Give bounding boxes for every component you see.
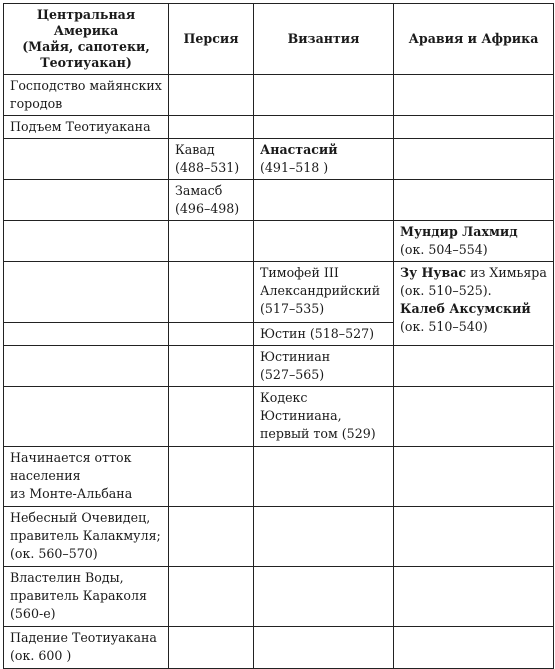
cell-central-america (4, 627, 169, 669)
cell-text: правитель Калакмуля; (10, 528, 161, 543)
header-row (4, 4, 554, 75)
cell-central-america (4, 507, 169, 567)
cell-persia (169, 139, 254, 180)
header-byzantium (254, 4, 394, 75)
header-text: Персия (183, 31, 239, 46)
cell-byzantium (254, 627, 394, 669)
cell-text: Александрийский (260, 283, 381, 298)
cell-persia (169, 447, 254, 507)
cell-byzantium (254, 323, 394, 346)
table-row (4, 139, 554, 180)
cell-central-america (4, 180, 169, 221)
cell-text: (ок. 560–570) (10, 546, 98, 561)
cell-text: населения (10, 468, 81, 483)
chronology-table (3, 3, 554, 669)
cell-byzantium (254, 346, 394, 387)
cell-text: Юстиниана, (260, 408, 342, 423)
cell-text (400, 264, 548, 282)
cell-arabia-africa (394, 262, 554, 346)
header-central-america (4, 4, 169, 75)
cell-text: (527–565) (260, 367, 325, 382)
cell-text: (491–518 ) (260, 160, 329, 175)
cell-persia (169, 323, 254, 346)
cell-arabia-africa (394, 75, 554, 116)
cell-arabia-africa (394, 387, 554, 447)
cell-text: (ок. 600 ) (10, 648, 72, 663)
cell-persia (169, 221, 254, 262)
cell-persia (169, 262, 254, 323)
cell-central-america (4, 75, 169, 116)
cell-text: (ок. 510–540) (400, 319, 488, 334)
header-text: Центральная Америка (36, 7, 136, 38)
table-row (4, 180, 554, 221)
cell-text: городов (10, 96, 63, 111)
cell-central-america (4, 262, 169, 323)
cell-byzantium (254, 221, 394, 262)
cell-text: Кавад (175, 142, 215, 157)
ruler-name: Мундир Лахмид (400, 224, 518, 239)
cell-persia (169, 346, 254, 387)
cell-persia (169, 627, 254, 669)
cell-persia (169, 387, 254, 447)
cell-text: Подъем Теотиуакана (10, 119, 151, 134)
cell-persia (169, 180, 254, 221)
cell-arabia-africa (394, 221, 554, 262)
cell-byzantium (254, 139, 394, 180)
cell-byzantium (254, 567, 394, 627)
cell-text: (488–531) (175, 160, 240, 175)
cell-persia (169, 507, 254, 567)
cell-text: Кодекс (260, 390, 308, 405)
cell-text: из Монте-Альбана (10, 486, 133, 501)
cell-byzantium (254, 75, 394, 116)
cell-arabia-africa (394, 346, 554, 387)
cell-text: (ок. 510–525). (400, 283, 492, 298)
cell-arabia-africa (394, 447, 554, 507)
header-text: Византия (287, 31, 360, 46)
cell-central-america (4, 221, 169, 262)
cell-byzantium (254, 387, 394, 447)
ruler-name: Калеб Аксумский (400, 301, 531, 316)
table-row (4, 567, 554, 627)
table-row (4, 346, 554, 387)
cell-text: первый том (529) (260, 426, 376, 441)
cell-text: Властелин Воды, (10, 570, 124, 585)
table-row (4, 116, 554, 139)
ruler-name: Зу Нувас (400, 265, 467, 280)
cell-byzantium (254, 507, 394, 567)
cell-text: (496–498) (175, 201, 240, 216)
cell-arabia-africa (394, 116, 554, 139)
cell-persia (169, 567, 254, 627)
table-row (4, 627, 554, 669)
header-text: Теотиуакан) (40, 55, 132, 70)
table-row (4, 447, 554, 507)
cell-arabia-africa (394, 139, 554, 180)
cell-text: Юстин (518–527) (260, 326, 375, 341)
header-arabia-africa (394, 4, 554, 75)
chronology-document (3, 3, 553, 663)
ruler-name: Анастасий (260, 142, 338, 157)
cell-text: (517–535) (260, 301, 325, 316)
cell-central-america (4, 447, 169, 507)
cell-text: (560-е) (10, 606, 56, 621)
table-row (4, 221, 554, 262)
cell-byzantium (254, 447, 394, 507)
cell-arabia-africa (394, 507, 554, 567)
cell-central-america (4, 346, 169, 387)
cell-arabia-africa (394, 180, 554, 221)
cell-persia (169, 116, 254, 139)
cell-text: правитель Караколя (10, 588, 147, 603)
header-text: Аравия и Африка (408, 31, 539, 46)
cell-text: Начинается отток (10, 450, 132, 465)
cell-text: из Химьяра (466, 265, 547, 280)
table-row (4, 75, 554, 116)
cell-byzantium (254, 262, 394, 323)
table-row (4, 507, 554, 567)
cell-central-america (4, 323, 169, 346)
cell-text: Юстиниан (260, 349, 331, 364)
cell-text: Замасб (175, 183, 223, 198)
cell-byzantium (254, 180, 394, 221)
cell-central-america (4, 139, 169, 180)
table-row (4, 262, 554, 323)
cell-central-america (4, 387, 169, 447)
cell-persia (169, 75, 254, 116)
cell-central-america (4, 567, 169, 627)
header-text: (Майя, сапотеки, (22, 39, 150, 54)
cell-arabia-africa (394, 567, 554, 627)
cell-text: Падение Теотиуакана (10, 630, 157, 645)
cell-text: (ок. 504–554) (400, 242, 488, 257)
cell-text: Небесный Очевидец, (10, 510, 151, 525)
header-persia (169, 4, 254, 75)
cell-byzantium (254, 116, 394, 139)
cell-text: Господство майянских (10, 78, 162, 93)
cell-central-america (4, 116, 169, 139)
cell-text: Тимофей III (260, 265, 339, 280)
table-row (4, 387, 554, 447)
cell-arabia-africa (394, 627, 554, 669)
